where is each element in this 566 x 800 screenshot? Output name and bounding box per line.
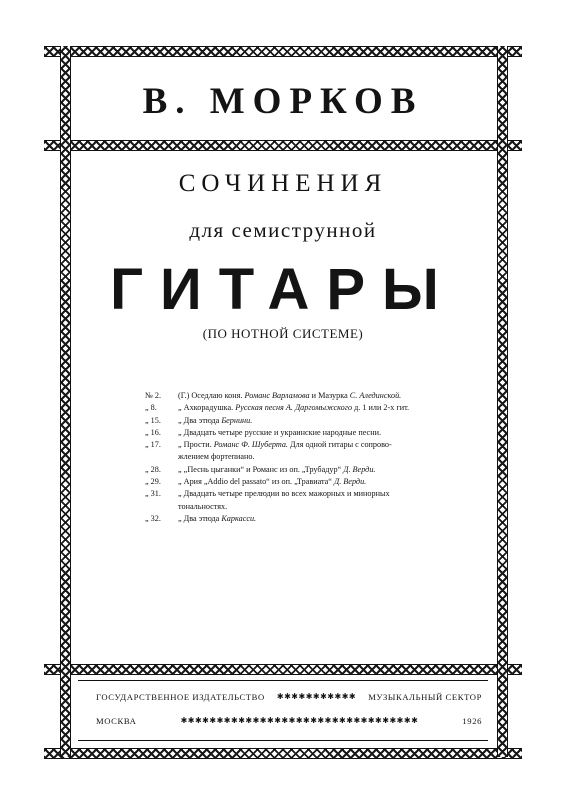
instrument-title: ГИТАРЫ — [110, 257, 456, 322]
list-item-continuation — [145, 451, 445, 463]
list-item — [145, 415, 445, 427]
item-text: „ Прости. Романс Ф. Шуберта. Для одной гитары с сопрово- — [178, 440, 392, 450]
publisher-line — [96, 692, 482, 702]
list-item — [145, 439, 445, 451]
publication-year: 1926 — [462, 716, 482, 726]
item-text: „ Два этюда Каркасси. — [178, 513, 257, 523]
list-item — [145, 427, 445, 439]
header-ornament-band — [44, 140, 522, 151]
works-heading: СОЧИНЕНИЯ — [178, 170, 388, 197]
item-text: (Г.) Оседлаю коня. Романс Варламова и Мазурка С. Алединской. — [178, 391, 402, 400]
footer-rule-bottom — [78, 740, 488, 741]
list-item — [145, 488, 445, 500]
list-item — [145, 464, 445, 476]
left-ornament-column — [60, 46, 71, 757]
star-ornament: ✱✱✱✱✱✱✱✱✱✱✱✱✱✱✱✱✱✱✱✱✱✱✱✱✱✱✱✱✱✱✱✱✱ — [180, 716, 419, 725]
item-number: „ 17. — [145, 440, 161, 450]
author-name: В. МОРКОВ — [142, 81, 424, 122]
item-text: тональностях. — [178, 501, 228, 511]
item-text: „ Двадцать четыре прелюдии во всех мажорных и минорных — [178, 489, 390, 499]
item-text: „ Двадцать четыре русские и украинские народные песни. — [178, 427, 382, 437]
item-number: „ 29. — [145, 477, 161, 487]
item-number: № 2. — [145, 391, 161, 400]
footer-ornament-band-upper — [44, 664, 522, 675]
footer-ornament-band-lower — [44, 748, 522, 759]
imprint-line — [96, 716, 482, 726]
footer-rule-top — [78, 680, 488, 681]
right-ornament-column — [497, 46, 508, 757]
item-number: „ 28. — [145, 464, 161, 474]
works-list — [145, 390, 445, 525]
list-item — [145, 402, 445, 414]
item-number: „ 31. — [145, 489, 161, 499]
list-item — [145, 513, 445, 525]
top-ornament-band — [44, 46, 522, 57]
notation-subtitle: (ПО НОТНОЙ СИСТЕМЕ) — [202, 326, 364, 341]
for-line: для семиструнной — [189, 218, 377, 242]
item-text: „ Ахкорадушка. Русская песня А. Даргомыжского д. 1 или 2-х гит. — [178, 403, 410, 413]
item-text: жлением фортепиано. — [178, 452, 255, 462]
item-number: „ 16. — [145, 427, 161, 437]
item-number: „ 8. — [145, 403, 157, 413]
list-item-continuation — [145, 501, 445, 513]
star-ornament: ✱✱✱✱✱✱✱✱✱✱✱ — [276, 692, 357, 701]
list-item — [145, 476, 445, 488]
item-text: „ Ария „Addio del passato“ из оп. „Травиата“ Д. Верди. — [178, 477, 367, 487]
item-text: „ Два этюда Бернини. — [178, 415, 253, 425]
publication-city: МОСКВА — [96, 716, 137, 726]
item-text: „ „Песнь цыганки“ и Романс из оп. „Трубадур“ Д. Верди. — [178, 464, 376, 474]
publisher-name: ГОСУДАРСТВЕННОЕ ИЗДАТЕЛЬСТВО — [96, 692, 265, 702]
list-item — [145, 390, 445, 402]
item-number: „ 32. — [145, 513, 161, 523]
item-number: „ 15. — [145, 415, 161, 425]
publisher-sector: МУЗЫКАЛЬНЫЙ СЕКТОР — [368, 692, 482, 702]
